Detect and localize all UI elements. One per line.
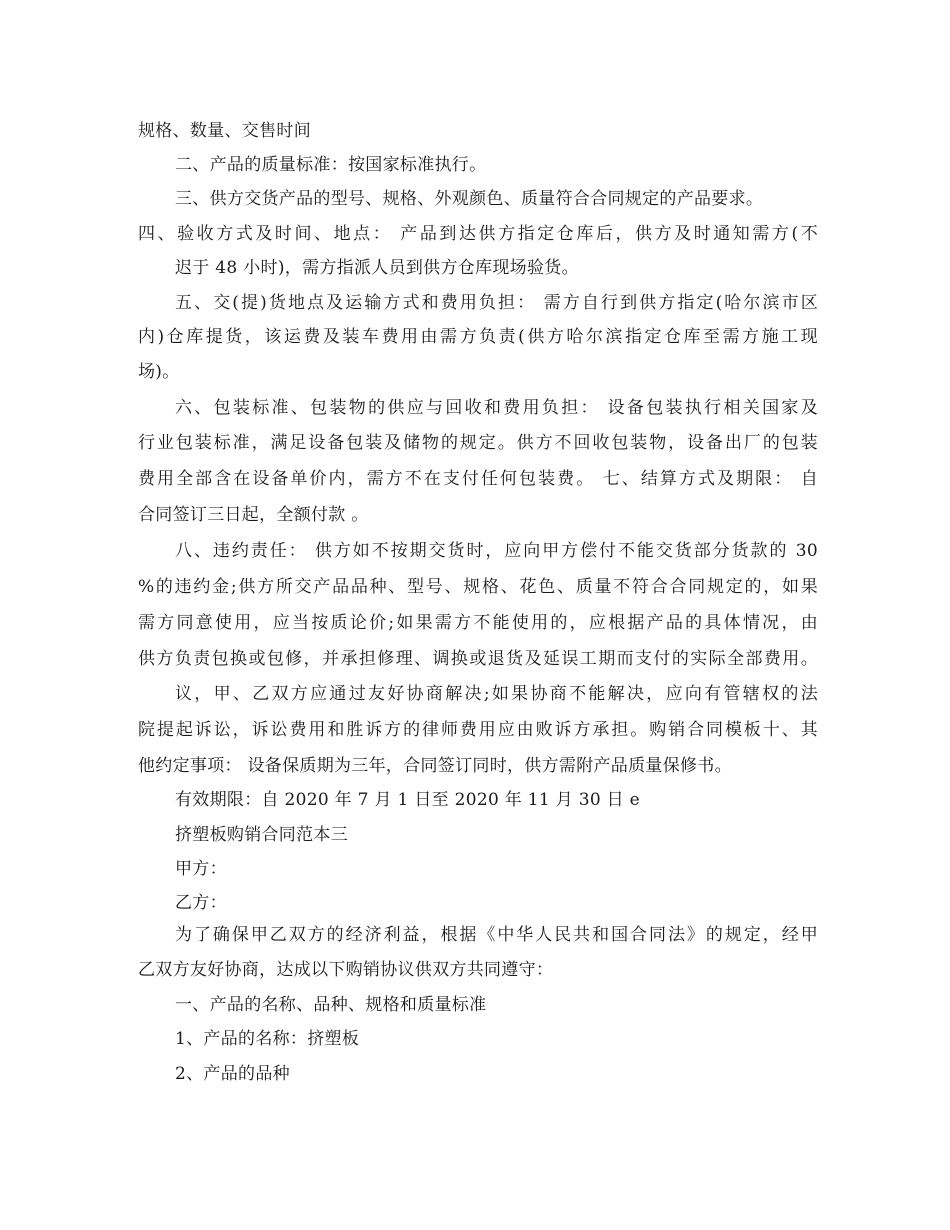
text-line: %的违约金;供方所交产品品种、型号、规格、花色、质量不符合合同规定的，如果 [138,577,818,597]
text-line: 八、违约责任： 供方如不按期交货时，应向甲方偿付不能交货部分货款的 30 [175,541,818,561]
text-line: 规格、数量、交售时间 [138,121,311,141]
text-line: 迟于 48 小时)，需方指派人员到供方仓库现场验货。 [175,258,579,278]
text-line: 六、包装标准、包装物的供应与回收和费用负担： 设备包装执行相关国家及 [175,398,818,418]
text-line: 供方负责包换或包修，并承担修理、调换或退货及延误工期而支付的实际全部费用。 [138,649,818,669]
text-line: 行业包装标准，满足设备包装及储物的规定。供方不回收包装物，设备出厂的包装 [138,433,818,453]
text-line: 内)仓库提货，该运费及装车费用由需方负责(供方哈尔滨指定仓库至需方施工现 [138,327,818,347]
text-line: 二、产品的质量标准：按国家标准执行。 [175,155,487,175]
text-line: 议，甲、乙双方应通过友好协商解决;如果协商不能解决，应向有管辖权的法 [175,684,818,704]
text-line: 院提起诉讼，诉讼费用和胜诉方的律师费用应由败诉方承担。购销合同模板十、其 [138,720,818,740]
text-line: 场)。 [138,362,180,382]
section-heading: 挤塑板购销合同范本三 [175,825,348,845]
text-line: 一、产品的名称、品种、规格和质量标准 [175,995,487,1015]
text-line: 四、验收方式及时间、地点： 产品到达供方指定仓库后，供方及时通知需方(不 [138,224,818,244]
text-line: 需方同意使用，应当按质论价;如果需方不能使用的，应根据产品的具体情况，由 [138,613,818,633]
text-line: 为了确保甲乙双方的经济利益，根据《中华人民共和国合同法》的规定，经甲 [175,925,818,945]
party-b-label: 乙方： [175,893,227,913]
text-line: 有效期限：自 2020 年 7 月 1 日至 2020 年 11 月 30 日 e [175,790,641,810]
text-line: 2、产品的品种 [175,1064,290,1084]
text-line: 他约定事项： 设备保质期为三年，合同签订同时，供方需附产品质量保修书。 [138,756,732,776]
text-line: 1、产品的名称：挤塑板 [175,1029,360,1049]
text-line: 五、交(提)货地点及运输方式和费用负担： 需方自行到供方指定(哈尔滨市区 [175,293,818,313]
text-line: 合同签订三日起，全额付款 。 [138,505,369,525]
party-a-label: 甲方： [175,859,227,879]
text-line: 乙双方友好协商，达成以下购销协议供双方共同遵守： [138,960,554,980]
text-line: 三、供方交货产品的型号、规格、外观颜色、质量符合合同规定的产品要求。 [175,189,764,209]
text-line: 费用全部含在设备单价内，需方不在支付任何包装费。 七、结算方式及期限： 自 [138,469,818,489]
